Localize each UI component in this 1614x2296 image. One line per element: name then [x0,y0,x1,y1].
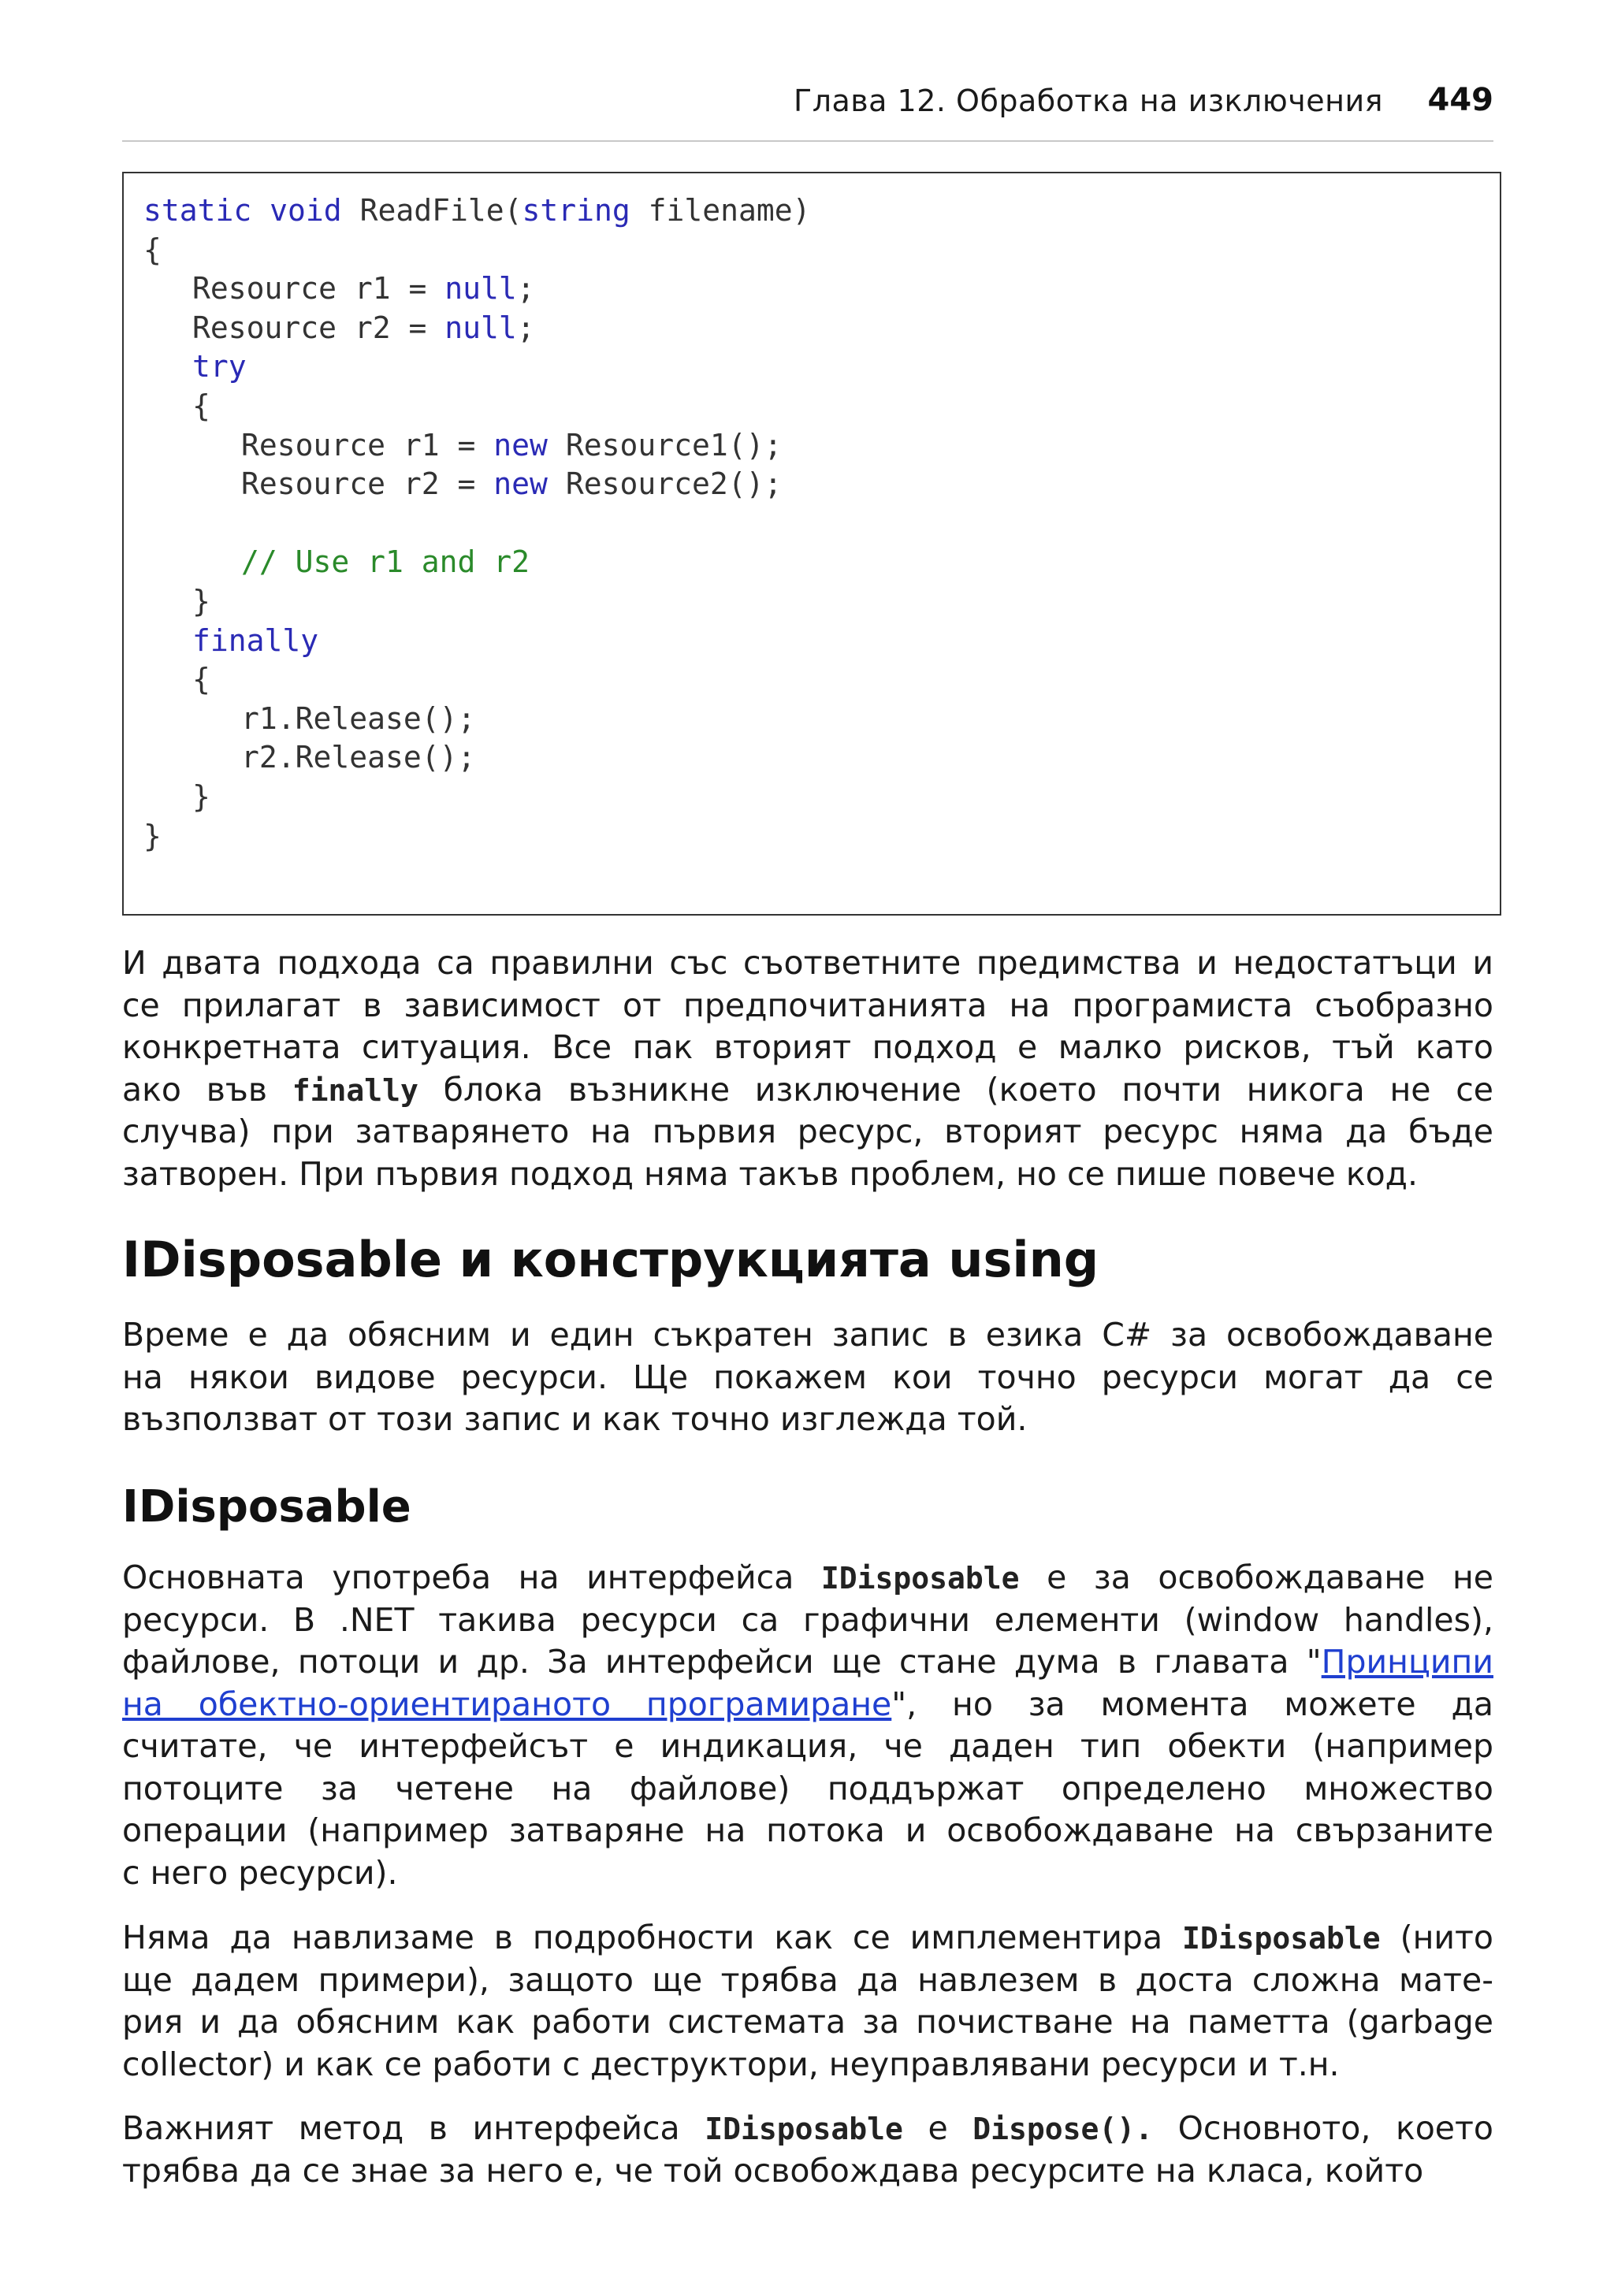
text-line [122,2044,1493,2086]
text-run: Важният метод в интерфейса [122,2109,705,2147]
inline-code: IDisposable [820,1561,1020,1596]
text-run: collector) и как се работи с деструктори, неуправлявани ресурси и т.н. [122,2045,1340,2083]
code-keyword: new [493,427,548,463]
text-line [122,2150,1493,2193]
text-line [122,1399,1493,1441]
code-line [143,230,162,269]
chapter-title: Глава 12. Обработка на изключения [794,84,1383,118]
code-line [192,621,318,660]
text-line [122,1314,1493,1357]
code-line [192,269,535,308]
text-line [122,1027,1493,1069]
code-text: Resource r2 = [241,466,494,502]
paragraph-implementation [122,1917,1493,2086]
text-line [122,1069,1493,1112]
page-number: 449 [1427,82,1493,118]
text-line [122,1810,1493,1852]
text-run: Основното, което [1153,2109,1493,2147]
text-line [122,1357,1493,1399]
code-text: { [192,388,210,423]
text-line [122,1960,1493,2002]
code-line [241,737,475,777]
code-text: { [143,232,162,267]
inline-code: Dispose(). [972,2112,1154,2146]
code-line [241,699,475,738]
text-run: ще дадем примери), защото ще трябва да навлезем в доста сложна мате- [122,1960,1493,1999]
code-text: ; [516,271,535,307]
inline-code: IDisposable [1181,1921,1381,1956]
code-line [192,308,535,347]
chapter-link[interactable]: Принципи [1321,1643,1493,1681]
text-line [122,1917,1493,1960]
text-run: файлове, потоци и др. За интерфейси ще стане дума в главата " [122,1643,1322,1681]
text-run: на някои видове ресурси. Ще покажем кои точно ресурси могат да се [122,1358,1493,1396]
inline-code: finally [292,1072,418,1108]
code-keyword: finally [192,622,319,658]
code-text: r1.Release(); [241,700,476,736]
code-keyword: null [444,271,517,307]
text-run: ресурси. В .NET такива ресурси са графични елементи (window handles), [122,1600,1493,1639]
text-line [122,1154,1493,1196]
code-text: filename) [630,193,811,228]
text-run: блока възникне изключение (което почти никога не се [418,1070,1494,1109]
chapter-link[interactable]: на обектно-ориентираното програмиране [122,1685,892,1723]
text-line [122,985,1493,1027]
text-line [122,1599,1493,1642]
text-run: затворен. При първия подход няма такъв проблем, но се пише повече код. [122,1154,1419,1193]
code-line [192,659,210,699]
text-line [122,942,1493,985]
code-line [143,816,162,856]
text-line [122,1557,1493,1599]
code-text: r2.Release(); [241,740,476,775]
code-comment: // Use r1 and r2 [241,544,530,580]
code-keyword: null [444,310,517,345]
text-run: И двата подхода са правилни със съответните предимства и недостатъци и [122,944,1493,982]
code-text: Resource r1 = [241,427,494,463]
paragraph-idisposable-usage [122,1557,1493,1894]
paragraph-approaches [122,942,1493,1195]
page-header [122,79,1493,142]
text-line [122,2001,1493,2044]
text-run: се прилагат в зависимост от предпочитанията на програмиста съобразно [122,986,1493,1024]
text-run: потоците за четене на файлове) поддържат определено множество [122,1769,1493,1807]
text-line [122,2108,1493,2150]
code-line [241,464,782,503]
code-line [192,581,210,621]
text-line [122,1726,1493,1768]
text-line [122,1768,1493,1811]
text-run: считате, че интерфейсът е индикация, че даден тип обекти (например [122,1727,1493,1765]
text-run: трябва да се знае за него е, че той освобождава ресурсите на класа, който [122,2151,1424,2190]
text-run: рия и да обясним как работи системата за почистване на паметта (garbage [122,2003,1493,2041]
code-text: } [143,818,162,853]
text-run: с него ресурси). [122,1853,398,1892]
text-run: Няма да навлизаме в подробности как се имплементира [122,1919,1182,1956]
subsection-title: IDisposable [122,1481,411,1533]
code-text: ReadFile( [341,193,523,228]
code-text: } [192,779,210,814]
code-line [241,425,782,465]
code-text [251,193,270,228]
text-run: Основната употреба на интерфейса [122,1559,821,1596]
text-run: конкретната ситуация. Все пак вторият подход е малко рисков, тъй като [122,1028,1493,1066]
text-run: е за освобождаване не [1019,1559,1493,1596]
code-text: } [192,584,210,619]
code-keyword: void [270,193,342,228]
text-run: е [902,2109,973,2147]
code-text: { [192,662,210,697]
text-run: операции (например затваряне на потока и освобождаване на свързаните [122,1811,1493,1849]
text-run: ако във [122,1070,292,1109]
code-text: ; [516,310,535,345]
text-run: ", но за момента можете да [891,1685,1493,1723]
code-keyword: new [493,466,548,502]
code-keyword: string [522,193,630,228]
code-line [241,542,530,581]
text-run: случва) при затварянето на първия ресурс, вторият ресурс няма да бъде [122,1113,1493,1150]
code-text: Resource r2 = [192,310,445,345]
code-keyword: static [143,193,252,228]
code-text: Resource1(); [547,427,783,463]
paragraph-intro-using [122,1314,1493,1441]
code-text: Resource2(); [547,466,783,502]
inline-code: IDisposable [705,2112,903,2146]
text-run: (нито [1380,1919,1493,1956]
code-listing [122,172,1501,916]
text-line [122,1684,1493,1726]
code-line [192,347,247,386]
code-text: Resource r1 = [192,271,445,307]
text-run: Време е да обясним и един съкратен запис в езика C# за освобождаване [122,1316,1493,1354]
text-line [122,1641,1493,1684]
paragraph-dispose-method [122,2108,1493,2192]
code-line [192,777,210,816]
text-run: възползват от този запис и как точно изглежда той. [122,1400,1028,1438]
code-line [192,386,210,425]
code-line [143,191,811,230]
text-line [122,1111,1493,1154]
text-line [122,1852,1493,1895]
code-keyword: try [192,349,247,385]
section-title: IDisposable и конструкцията using [122,1231,1099,1288]
